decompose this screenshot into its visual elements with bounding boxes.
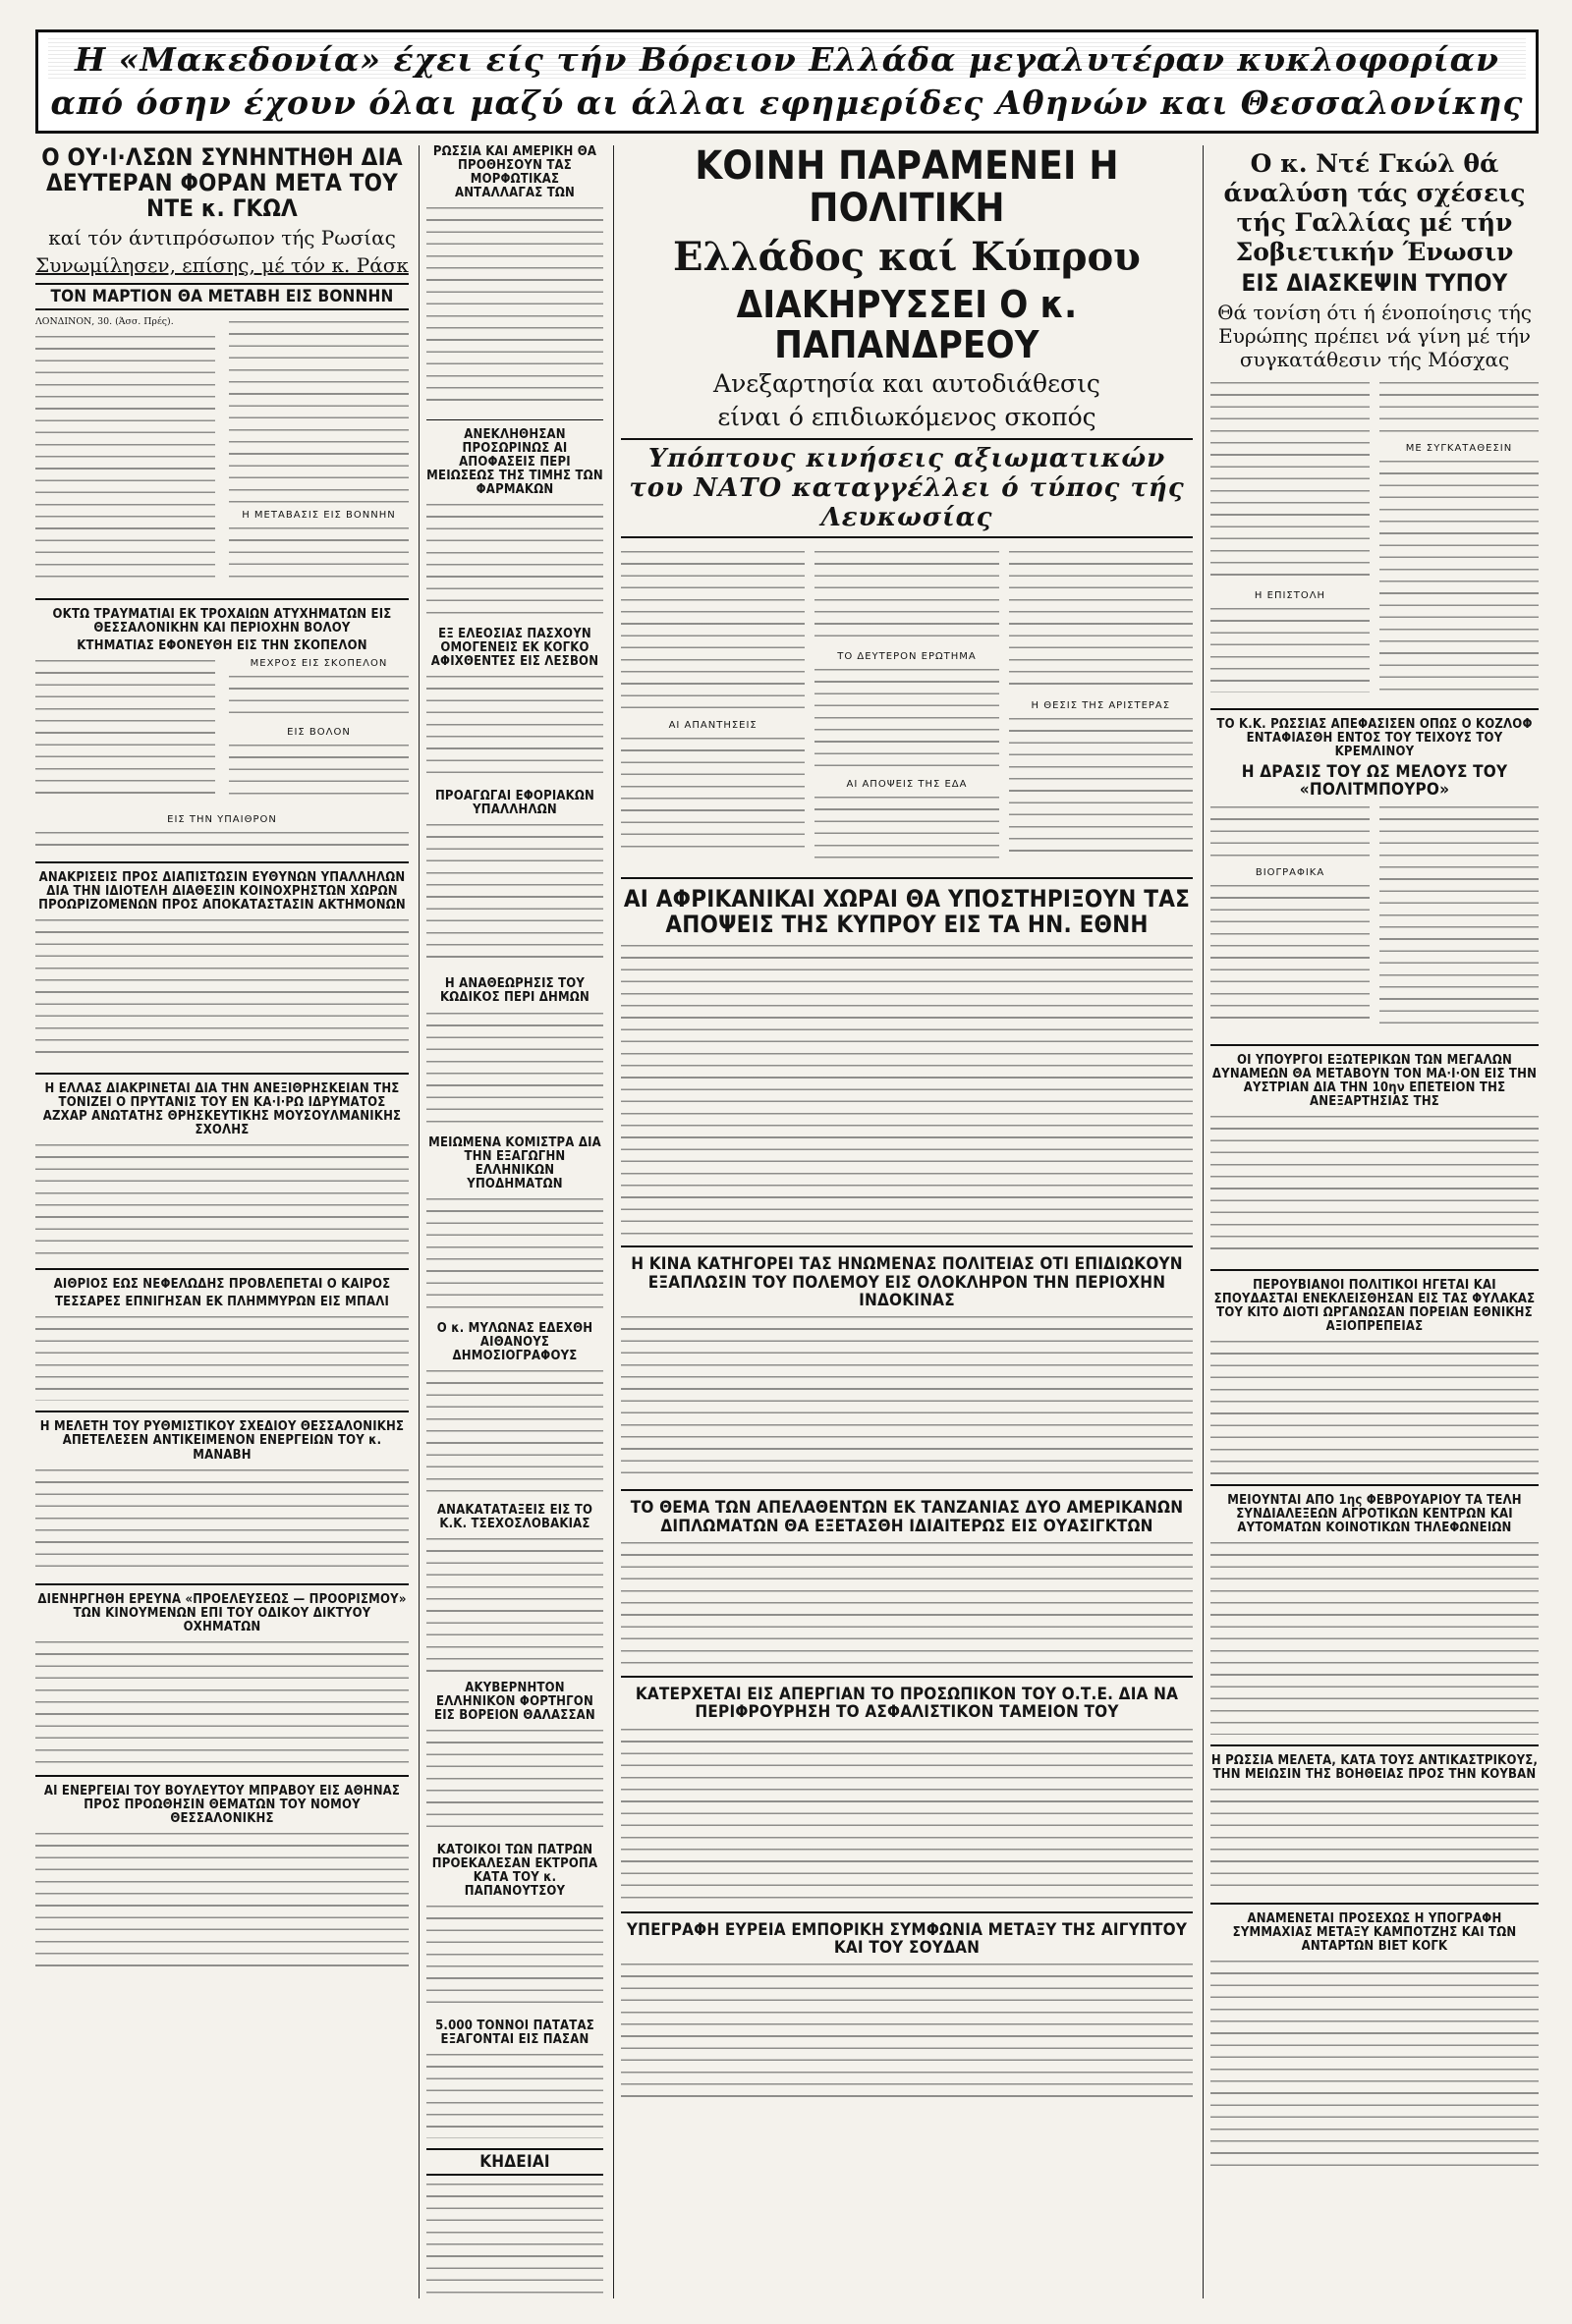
article-anakriseis bbox=[35, 871, 409, 1063]
article-komistra bbox=[426, 1136, 603, 1312]
section-label: ΑΙ ΑΠΟΨΕΙΣ ΤΗΣ ΕΔΑ bbox=[846, 779, 968, 791]
headline: Η ΜΕΛΕΤΗ ΤΟΥ ΡΥΘΜΙΣΤΙΚΟΥ ΣΧΕΔΙΟΥ ΘΕΣΣΑΛΟΝΙΚΗΣ ΑΠΕΤΕΛΕΣΕΝ ΑΝΤΙΚΕΙΜΕΝΟΝ ΕΝΕΡΓΕΙΩΝ ΤΟΥ κ. ΜΑΝΑΒΗ bbox=[39, 1419, 405, 1463]
headline: ΚΤΗΜΑΤΙΑΣ ΕΦΟΝΕΥΘΗ ΕΙΣ ΤΗΝ ΣΚΟΠΕΛΟΝ bbox=[77, 638, 367, 654]
columns bbox=[35, 145, 1539, 2298]
body-text-lines bbox=[426, 1194, 603, 1312]
article-perou bbox=[1210, 1279, 1539, 1474]
headline: Ο κ. ΜΥΛΩΝΑΣ ΕΔΕΧΘΗ ΑΙΘΑΝΟΥΣ ΔΗΜΟΣΙΟΓΡΑΦΟΥΣ bbox=[436, 1320, 593, 1363]
article-de-gaulle bbox=[1210, 149, 1539, 698]
body-text-lines bbox=[1210, 802, 1370, 861]
article-proagogai bbox=[426, 790, 603, 968]
body-text-lines bbox=[426, 820, 603, 968]
body-text-lines bbox=[814, 793, 998, 861]
section-label: ΤΟ ΔΕΥΤΕΡΟΝ ΕΡΩΤΗΜΑ bbox=[837, 651, 977, 663]
body-text-lines bbox=[426, 203, 603, 410]
italic-band-headline: Υπόπτους κινήσεις αξιωματικών του ΝΑΤΟ καταγγέλλει ό τύπος τής Λευκωσίας bbox=[621, 438, 1193, 538]
body-text-lines bbox=[426, 1726, 603, 1834]
headline-bar: ΤΟΝ ΜΑΡΤΙΟΝ ΘΑ ΜΕΤΑΒΗ ΕΙΣ ΒΟΝΝΗΝ bbox=[35, 283, 409, 310]
article-erevna bbox=[35, 1593, 409, 1765]
body-text-lines bbox=[1009, 714, 1193, 852]
article-kideiai bbox=[426, 2148, 603, 2297]
article-kina bbox=[621, 1255, 1193, 1479]
headline: ΤΕΣΣΑΡΕΣ ΕΠΝΙΓΗΣΑΝ ΕΚ ΠΛΗΜΜΥΡΩΝ ΕΙΣ ΜΠΑΛΙ bbox=[54, 1295, 390, 1310]
body-text-lines bbox=[1009, 547, 1193, 694]
headline: ΑΙ ΑΦΡΙΚΑΝΙΚΑΙ ΧΩΡΑΙ ΘΑ ΥΠΟΣΤΗΡΙΞΟΥΝ ΤΑΣ ΑΠΟΨΕΙΣ ΤΗΣ ΚΥΠΡΟΥ ΕΙΣ ΤΑ ΗΝ. ΕΘΝΗ bbox=[623, 885, 1191, 939]
body-text-lines bbox=[229, 741, 409, 800]
headline: ΠΡΟΑΓΩΓΑΙ ΕΦΟΡΙΑΚΩΝ ΥΠΑΛΛΗΛΩΝ bbox=[434, 789, 595, 818]
column-1 bbox=[35, 145, 409, 2298]
headline: Η ΔΡΑΣΙΣ ΤΟΥ ΩΣ ΜΕΛΟΥΣ ΤΟΥ «ΠΟΛΙΤΜΠΟΥΡΟ» bbox=[1241, 762, 1508, 801]
headline: ΡΩΣΣΙΑ ΚΑΙ ΑΜΕΡΙΚΗ ΘΑ ΠΡΟΘΗΣΟΥΝ ΤΑΣ ΜΟΡΦΩΤΙΚΑΣ ΑΝΤΑΛΛΑΓΑΣ ΤΩΝ bbox=[432, 145, 597, 201]
subheadline: Ανεξαρτησία και αυτοδιάθεσις bbox=[713, 369, 1100, 399]
headline: ΥΠΕΓΡΑΦΗ ΕΥΡΕΙΑ ΕΜΠΟΡΙΚΗ ΣΥΜΦΩΝΙΑ ΜΕΤΑΞΥ ΤΗΣ ΑΙΓΥΠΤΟΥ ΚΑΙ ΤΟΥ ΣΟΥΔΑΝ bbox=[626, 1919, 1188, 1959]
lead-article-papandreou bbox=[621, 145, 1193, 867]
section-label: ΑΙ ΑΠΑΝΤΗΣΕΙΣ bbox=[668, 720, 758, 732]
headline: Η ΡΩΣΣΙΑ ΜΕΛΕΤΑ, ΚΑΤΑ ΤΟΥΣ ΑΝΤΙΚΑΣΤΡΙΚΟΥΣ, ΤΗΝ ΜΕΙΩΣΙΝ ΤΗΣ ΒΟΗΘΕΙΑΣ ΠΡΟΣ ΤΗΝ ΚΟΥΒΑΝ bbox=[1210, 1753, 1539, 1783]
body-text-lines bbox=[426, 1534, 603, 1672]
body-text-lines bbox=[35, 332, 215, 578]
subheadline: καί τόν άντιπρόσωπον τής Ρωσίας bbox=[48, 225, 396, 249]
body-text-lines bbox=[35, 915, 409, 1063]
headline: Ο κ. Ντέ Γκώλ θά άναλύση τάς σχέσεις τής Γαλλίας μέ τήν Σοβιετικήν Ένωσιν bbox=[1223, 149, 1526, 266]
body-text-lines bbox=[229, 672, 409, 721]
headline: Η ΚΙΝΑ ΚΑΤΗΓΟΡΕΙ ΤΑΣ ΗΝΩΜΕΝΑΣ ΠΟΛΙΤΕΙΑΣ ΟΤΙ ΕΠΙΔΙΩΚΟΥΝ ΕΞΑΠΛΩΣΙΝ ΤΟΥ ΠΟΛΕΜΟΥ ΕΙΣ ΟΛΟΚΛΗΡΟΝ ΤΗΝ ΠΕΡΙΟΧΗΝ ΙΝΔΟΚΙΝΑΣ bbox=[631, 1254, 1183, 1310]
article-kozlov bbox=[1210, 718, 1539, 1034]
body-text-lines bbox=[35, 656, 215, 803]
column-center bbox=[621, 145, 1193, 2298]
section-label: ΒΙΟΓΡΑΦΙΚΑ bbox=[1255, 866, 1325, 878]
body-text-lines bbox=[621, 1538, 1193, 1666]
article-ote bbox=[621, 1686, 1193, 1902]
headline: ΟΙ ΥΠΟΥΡΓΟΙ ΕΞΩΤΕΡΙΚΩΝ ΤΩΝ ΜΕΓΑΛΩΝ ΔΥΝΑΜΕΩΝ ΘΑ ΜΕΤΑΒΟΥΝ ΤΟΝ ΜΑ·Ι·ΟΝ ΕΙΣ ΤΗΝ ΑΥΣΤΡΙΑΝ ΔΙΑ ΤΗΝ 10ην ΕΠΕΤΕΙΟΝ ΤΗΣ ΑΝΕΞΑΡΤΗΣΙΑΣ ΤΗΣ bbox=[1211, 1052, 1538, 1109]
article-patra bbox=[426, 1844, 603, 2010]
article-manavis bbox=[35, 1420, 409, 1573]
body-text-lines bbox=[35, 828, 409, 852]
body-text-lines bbox=[229, 524, 409, 582]
article-body bbox=[35, 314, 409, 588]
article-fortigo bbox=[426, 1682, 603, 1834]
newspaper-page bbox=[35, 29, 1539, 2298]
body-text-lines bbox=[229, 317, 409, 504]
headline: ΤΟ Κ.Κ. ΡΩΣΣΙΑΣ ΑΠΕΦΑΣΙΣΕΝ ΟΠΩΣ Ο ΚΟΖΛΟΦ ΕΝΤΑΦΙΑΣΘΗ ΕΝΤΟΣ ΤΟΥ ΤΕΙΧΟΥΣ ΤΟΥ ΚΡΕΜΛΙΝΟΥ bbox=[1216, 716, 1533, 759]
headline: ΑΝΑΚΡΙΣΕΙΣ ΠΡΟΣ ΔΙΑΠΙΣΤΩΣΙΝ ΕΥΘΥΝΩΝ ΥΠΑΛΛΗΛΩΝ ΔΙΑ ΤΗΝ ΙΔΙΟΤΕΛΗ ΔΙΑΘΕΣΙΝ ΚΟΙΝΟΧΡΗΣΤΩΝ ΧΩΡΩΝ ΠΡΟΩΡΙΖΟΜΕΝΩΝ ΠΡΟΣ ΑΠΟΚΑΤΑΣΤΑΣΙΝ ΑΚΤΗΜΟΝΩΝ bbox=[38, 870, 406, 913]
article-weather bbox=[35, 1278, 409, 1401]
body-text-lines bbox=[621, 1725, 1193, 1902]
article-lesvos bbox=[426, 628, 603, 780]
article-patates bbox=[426, 2020, 603, 2138]
body-text-lines bbox=[35, 1637, 409, 1765]
article-meiountai bbox=[1210, 1494, 1539, 1735]
headline: Η ΑΝΑΘΕΩΡΗΣΙΣ ΤΟΥ ΚΩΔΙΚΟΣ ΠΕΡΙ ΔΗΜΩΝ bbox=[439, 976, 590, 1006]
article-azhar bbox=[35, 1082, 409, 1258]
headline: ΑΙ ΕΝΕΡΓΕΙΑΙ ΤΟΥ ΒΟΥΛΕΥΤΟΥ ΜΠΡΑΒΟΥ ΕΙΣ ΑΘΗΝΑΣ ΠΡΟΣ ΠΡΟΩΘΗΣΙΝ ΘΕΜΑΤΩΝ ΤΟΥ ΝΟΜΟΥ ΘΕΣΣΑΛΟΝΙΚΗΣ bbox=[43, 1783, 401, 1826]
body-text-lines bbox=[1379, 378, 1539, 437]
masthead-banner bbox=[35, 29, 1539, 134]
body-text-lines bbox=[35, 1829, 409, 1966]
headline: ΜΕΙΩΜΕΝΑ ΚΟΜΙΣΤΡΑ ΔΙΑ ΤΗΝ ΕΞΑΓΩΓΗΝ ΕΛΛΗΝΙΚΩΝ ΥΠΟΔΗΜΑΤΩΝ bbox=[428, 1134, 601, 1191]
banner-line-1: Η «Μακεδονία» έχει είς τήν Βόρειον Ελλάδα μεγαλυτέραν κυκλοφορίαν bbox=[48, 38, 1526, 82]
body-text-lines bbox=[426, 2050, 603, 2138]
article-ypourgoi bbox=[1210, 1054, 1539, 1259]
lead-headline-2: Ελλάδος καί Κύπρου bbox=[673, 234, 1141, 281]
body-text-lines bbox=[621, 1312, 1193, 1479]
body-text-lines bbox=[1210, 1337, 1539, 1474]
headline: ΕΙΣ ΔΙΑΣΚΕΨΙΝ ΤΥΠΟΥ bbox=[1241, 269, 1508, 297]
column-4 bbox=[1210, 145, 1539, 2298]
article-tsechoslovakia bbox=[426, 1504, 603, 1672]
article-body bbox=[621, 544, 1193, 867]
section-label: ΕΙΣ ΒΟΛΟΝ bbox=[287, 727, 351, 739]
article-russia-america bbox=[426, 145, 603, 410]
article-symfonia bbox=[621, 1921, 1193, 2108]
section-label: Η ΜΕΤΑΒΑΣΙΣ ΕΙΣ ΒΟΝΝΗΝ bbox=[242, 510, 396, 522]
subheadline: Θά τονίση ότι ή ένοποίησις τής Ευρώπης πρέπει νά γίνη μέ τήν συγκατάθεσιν τής Μόσχας bbox=[1217, 300, 1532, 371]
headline: Ο ΟΥ·Ι·ΛΣΩΝ ΣΥΝΗΝΤΗΘΗ ΔΙΑ ΔΕΥΤΕΡΑΝ ΦΟΡΑΝ ΜΕΤΑ ΤΟΥ ΝΤΕ κ. ΓΚΩΛ bbox=[41, 145, 403, 222]
body-text-lines bbox=[426, 672, 603, 780]
headline: 5.000 ΤΟΝΝΟΙ ΠΑΤΑΤΑΣ ΕΞΑΓΟΝΤΑΙ ΕΙΣ ΠΑΣΑΝ bbox=[435, 2019, 594, 2048]
article-kampotzi bbox=[1210, 1912, 1539, 2173]
body-text-lines bbox=[1210, 1785, 1539, 1893]
headline: ΤΟ ΘΕΜΑ ΤΩΝ ΑΠΕΛΑΘΕΝΤΩΝ ΕΚ ΤΑΝΖΑΝΙΑΣ ΔΥΟ ΑΜΕΡΙΚΑΝΩΝ ΔΙΠΛΩΜΑΤΩΝ ΘΑ ΕΞΕΤΑΣΘΗ ΙΔΙΑΙΤΕΡΩΣ ΕΙΣ ΟΥΑΣΙΓΚΤΩΝ bbox=[630, 1498, 1184, 1536]
body-text-lines bbox=[35, 1140, 409, 1258]
headline: ΑΚΥΒΕΡΝΗΤΟΝ ΕΛΛΗΝΙΚΟΝ ΦΟΡΤΗΓΟΝ ΕΙΣ ΒΟΡΕΙΟΝ ΘΑΛΑΣΣΑΝ bbox=[434, 1680, 595, 1723]
lead-headline-3: ΔΙΑΚΗΡΥΣΣΕΙ Ο κ. ΠΑΠΑΝΔΡΕΟΥ bbox=[736, 283, 1078, 367]
body-text-lines bbox=[426, 500, 603, 618]
column-2 bbox=[426, 145, 603, 2298]
headline: ΚΗΔΕΙΑΙ bbox=[426, 2148, 603, 2176]
headline: ΟΚΤΩ ΤΡΑΥΜΑΤΙΑΙ ΕΚ ΤΡΟΧΑΙΩΝ ΑΤΥΧΗΜΑΤΩΝ ΕΙΣ ΘΕΣΣΑΛΟΝΙΚΗΝ ΚΑΙ ΠΕΡΙΟΧΗΝ ΒΟΛΟΥ bbox=[52, 607, 392, 636]
dateline: ΛΟΝΔΙΝΟΝ, 30. (Άσσ. Πρές). bbox=[35, 316, 174, 328]
article-mylonas bbox=[426, 1322, 603, 1494]
article-traffic bbox=[35, 608, 409, 852]
body-text-lines bbox=[1210, 1957, 1539, 2173]
body-text-lines bbox=[814, 665, 998, 773]
headline: ΠΕΡΟΥΒΙΑΝΟΙ ΠΟΛΙΤΙΚΟΙ ΗΓΕΤΑΙ ΚΑΙ ΣΠΟΥΔΑΣΤΑΙ ΕΝΕΚΛΕΙΣΘΗΣΑΝ ΕΙΣ ΤΑΣ ΦΥΛΑΚΑΣ ΤΟΥ ΚΙΤΟ ΔΙΟΤΙ ΩΡΓΑΝΩΣΑΝ ΠΟΡΕΙΑΝ ΕΘΝΙΚΗΣ ΑΞΙΟΠΡΕΠΕΙΑΣ bbox=[1213, 1277, 1536, 1334]
article-tanzania bbox=[621, 1499, 1193, 1666]
lead-headline: ΚΟΙΝΗ ΠΑΡΑΜΕΝΕΙ Η ΠΟΛΙΤΙΚΗ bbox=[695, 145, 1119, 232]
body-text-lines bbox=[1210, 881, 1370, 1028]
body-text-lines bbox=[814, 547, 998, 645]
body-text-lines bbox=[1210, 378, 1370, 584]
headline: ΜΕΙΟΥΝΤΑΙ ΑΠΟ 1ης ΦΕΒΡΟΥΑΡΙΟΥ ΤΑ ΤΕΛΗ ΣΥΝΔΙΑΛΕΞΕΩΝ ΑΓΡΟΤΙΚΩΝ ΚΕΝΤΡΩΝ ΚΑΙ ΑΥΤΟΜΑΤΩΝ ΚΟΙΝΟΤΙΚΩΝ ΤΗΛΕΦΩΝΕΙΩΝ bbox=[1227, 1492, 1522, 1536]
banner-line-2: από όσην έχουν όλαι μαζύ αι άλλαι εφημερίδες Αθηνών και Θεσσαλονίκης bbox=[50, 83, 1524, 122]
article-rossia-kouba bbox=[1210, 1754, 1539, 1893]
section-label: Η ΕΠΙΣΤΟΛΗ bbox=[1254, 589, 1326, 601]
body-text-lines bbox=[621, 734, 805, 852]
body-text-lines bbox=[621, 547, 805, 714]
headline: Η ΕΛΛΑΣ ΔΙΑΚΡΙΝΕΤΑΙ ΔΙΑ ΤΗΝ ΑΝΕΞΙΘΡΗΣΚΕΙΑΝ ΤΗΣ ΤΟΝΙΖΕΙ Ο ΠΡΥΤΑΝΙΣ ΤΟΥ ΕΝ ΚΑ·Ι·ΡΩ ΙΔΡΥΜΑΤΟΣ ΑΖΧΑΡ ΑΝΩΤΑΤΗΣ ΘΡΗΣΚΕΥΤΙΚΗΣ ΜΟΥΣΟΥΛΜΑΝΙΚΗΣ ΣΧΟΛΗΣ bbox=[42, 1081, 402, 1138]
body-text-lines bbox=[35, 1312, 409, 1401]
lead-article-wilson bbox=[35, 145, 409, 588]
headline: ΚΑΤΕΡΧΕΤΑΙ ΕΙΣ ΑΠΕΡΓΙΑΝ ΤΟ ΠΡΟΣΩΠΙΚΟΝ ΤΟΥ Ο.Τ.Ε. ΔΙΑ ΝΑ ΠΕΡΙΦΡΟΥΡΗΣΗ ΤΟ ΑΣΦΑΛΙΣΤΙΚΟΝ ΤΑΜΕΙΟΝ ΤΟΥ bbox=[635, 1685, 1179, 1723]
body-text-lines bbox=[426, 2180, 603, 2297]
headline: ΑΝΑΚΑΤΑΤΑΞΕΙΣ ΕΙΣ ΤΟ Κ.Κ. ΤΣΕΧΟΣΛΟΒΑΚΙΑΣ bbox=[436, 1502, 593, 1531]
body-text-lines bbox=[35, 1466, 409, 1574]
body-text-lines bbox=[1210, 1112, 1539, 1259]
body-text-lines bbox=[621, 1960, 1193, 2107]
headline: ΑΙΘΡΙΟΣ ΕΩΣ ΝΕΦΕΛΩΔΗΣ ΠΡΟΒΛΕΠΕΤΑΙ Ο ΚΑΙΡΟΣ bbox=[53, 1277, 391, 1293]
article-body bbox=[1210, 800, 1539, 1034]
headline: ΔΙΕΝΗΡΓΗΘΗ ΕΡΕΥΝΑ «ΠΡΟΕΛΕΥΣΕΩΣ — ΠΡΟΟΡΙΣΜΟΥ» ΤΩΝ ΚΙΝΟΥΜΕΝΩΝ ΕΠΙ ΤΟΥ ΟΔΙΚΟΥ ΔΙΚΤΥΟΥ ΟΧΗΜΑΤΩΝ bbox=[37, 1591, 407, 1634]
headline: ΑΝΕΚΛΗΘΗΣΑΝ ΠΡΟΣΩΡΙΝΩΣ ΑΙ ΑΠΟΦΑΣΕΙΣ ΠΕΡΙ ΜΕΙΩΣΕΩΣ ΤΗΣ ΤΙΜΗΣ ΤΩΝ ΦΑΡΜΑΚΩΝ bbox=[426, 427, 603, 498]
section-label: ΜΕ ΣΥΓΚΑΤΑΘΕΣΙΝ bbox=[1405, 442, 1513, 454]
subheadline: είναι ό επιδιωκόμενος σκοπός bbox=[717, 403, 1096, 432]
section-label: ΜΕΧΡΟΣ ΕΙΣ ΣΚΟΠΕΛΟΝ bbox=[250, 658, 388, 670]
body-text-lines bbox=[621, 941, 1193, 1236]
body-text-lines bbox=[426, 1009, 603, 1127]
body-text-lines bbox=[1379, 802, 1539, 1028]
article-kodikas bbox=[426, 977, 603, 1126]
body-text-lines bbox=[1210, 1538, 1539, 1735]
article-body bbox=[1210, 375, 1539, 698]
headline: ΑΝΑΜΕΝΕΤΑΙ ΠΡΟΣΕΧΩΣ Η ΥΠΟΓΡΑΦΗ ΣΥΜΜΑΧΙΑΣ ΜΕΤΑΞΥ ΚΑΜΠΟΤΖΗΣ ΚΑΙ ΤΩΝ ΑΝΤΑΡΤΩΝ ΒΙΕΤ ΚΟΓΚ bbox=[1232, 1911, 1517, 1955]
article-mpravos bbox=[35, 1785, 409, 1966]
headline: ΚΑΤΟΙΚΟΙ ΤΩΝ ΠΑΤΡΩΝ ΠΡΟΕΚΑΛΕΣΑΝ ΕΚΤΡΟΠΑ ΚΑΤΑ ΤΟΥ κ. ΠΑΠΑΝΟΥΤΣΟΥ bbox=[431, 1842, 598, 1899]
section-label: Η ΘΕΣΙΣ ΤΗΣ ΑΡΙΣΤΕΡΑΣ bbox=[1031, 700, 1171, 712]
body-text-lines bbox=[1210, 604, 1370, 692]
article-body bbox=[35, 653, 409, 809]
article-afrikanikai bbox=[621, 887, 1193, 1236]
subheadline: Συνωμίλησεν, επίσης, μέ τόν κ. Ράσκ bbox=[35, 252, 409, 277]
section-label: ΕΙΣ ΤΗΝ ΥΠΑΙΘΡΟΝ bbox=[167, 814, 277, 826]
body-text-lines bbox=[426, 1366, 603, 1494]
body-text-lines bbox=[1379, 457, 1539, 692]
article-farmaka bbox=[426, 428, 603, 618]
headline: ΕΞ ΕΛΕΟΣΙΑΣ ΠΑΣΧΟΥΝ ΟΜΟΓΕΝΕΙΣ ΕΚ ΚΟΓΚΟ ΑΦΙΧΘΕΝΤΕΣ ΕΙΣ ΛΕΣΒΟΝ bbox=[430, 627, 599, 670]
body-text-lines bbox=[426, 1902, 603, 2010]
